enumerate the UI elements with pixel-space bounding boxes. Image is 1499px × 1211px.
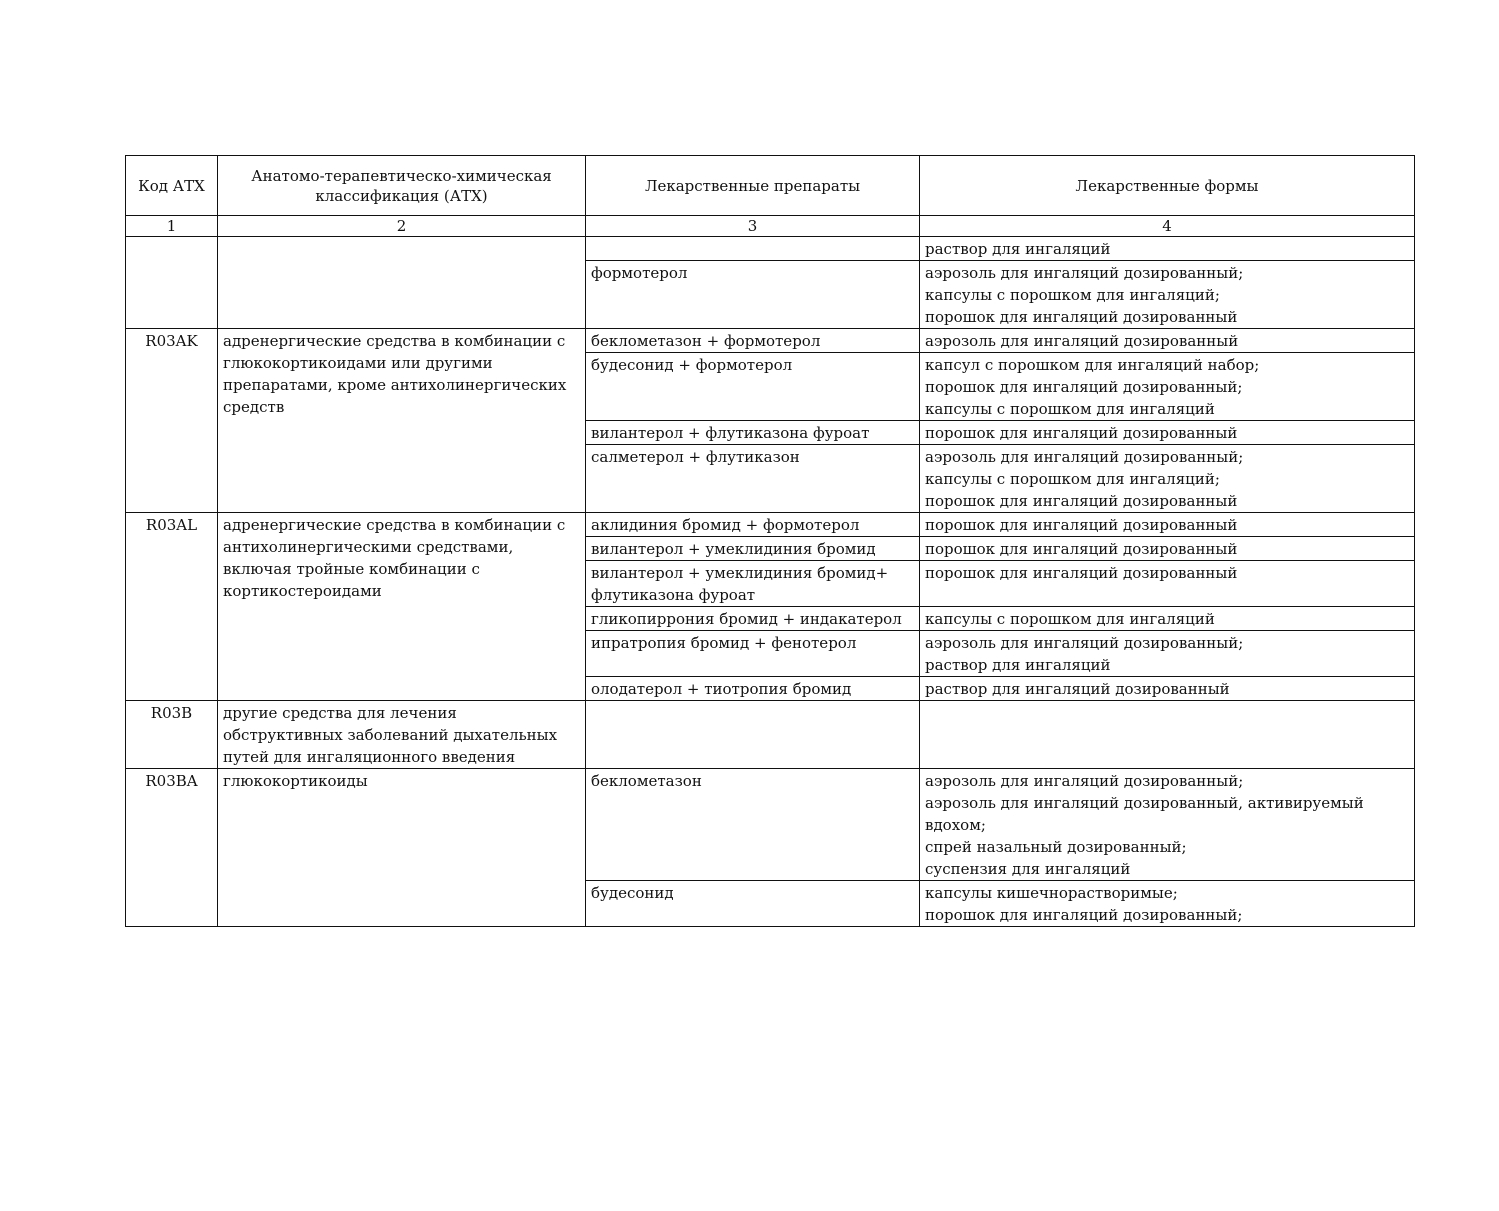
classification-cell: глюкокортикоиды xyxy=(218,769,586,927)
forms-cell xyxy=(920,353,1415,421)
form-line: порошок для ингаляций дозированный xyxy=(925,540,1238,558)
forms-cell xyxy=(920,881,1415,927)
table-body xyxy=(126,237,1415,927)
form-line: аэрозоль для ингаляций дозированный; xyxy=(925,772,1244,790)
header-code: Код АТХ xyxy=(126,156,218,216)
form-line: порошок для ингаляций дозированный xyxy=(925,424,1238,442)
forms-cell xyxy=(920,677,1415,701)
classification-cell: другие средства для лечения обструктивных заболеваний дыхательных путей для ингаляционного введения xyxy=(218,701,586,769)
table-row xyxy=(126,513,1415,537)
drug-cell: олодатерол + тиотропия бромид xyxy=(586,677,920,701)
code-cell: R03B xyxy=(126,701,218,769)
form-line: спрей назальный дозированный; xyxy=(925,838,1187,856)
drug-cell xyxy=(586,701,920,769)
forms-cell xyxy=(920,513,1415,537)
form-line: капсулы с порошком для ингаляций xyxy=(925,610,1215,628)
classification-cell xyxy=(218,237,586,329)
form-line: порошок для ингаляций дозированный; xyxy=(925,378,1243,396)
code-cell: R03AK xyxy=(126,329,218,513)
code-cell xyxy=(126,237,218,329)
drug-cell: вилантерол + умеклидиния бромид xyxy=(586,537,920,561)
form-line: раствор для ингаляций xyxy=(925,656,1111,674)
forms-cell xyxy=(920,261,1415,329)
form-line: порошок для ингаляций дозированный xyxy=(925,564,1238,582)
table-row xyxy=(126,769,1415,881)
column-number: 4 xyxy=(920,216,1415,237)
drug-cell: салметерол + флутиказон xyxy=(586,445,920,513)
forms-cell xyxy=(920,607,1415,631)
form-line: порошок для ингаляций дозированный xyxy=(925,308,1238,326)
drug-cell: беклометазон + формотерол xyxy=(586,329,920,353)
form-line: аэрозоль для ингаляций дозированный xyxy=(925,332,1239,350)
drug-cell: формотерол xyxy=(586,261,920,329)
header-drugs: Лекарственные препараты xyxy=(586,156,920,216)
form-line: аэрозоль для ингаляций дозированный; xyxy=(925,264,1244,282)
form-line: капсулы с порошком для ингаляций xyxy=(925,400,1215,418)
form-line: аэрозоль для ингаляций дозированный, активируемый вдохом; xyxy=(925,794,1364,834)
column-number: 2 xyxy=(218,216,586,237)
column-number: 3 xyxy=(586,216,920,237)
forms-cell xyxy=(920,445,1415,513)
header-forms: Лекарственные формы xyxy=(920,156,1415,216)
header-row xyxy=(126,156,1415,216)
form-line: раствор для ингаляций xyxy=(925,240,1111,258)
form-line: аэрозоль для ингаляций дозированный; xyxy=(925,448,1244,466)
forms-cell xyxy=(920,769,1415,881)
form-line: капсулы с порошком для ингаляций; xyxy=(925,286,1220,304)
forms-cell xyxy=(920,701,1415,769)
column-number-row xyxy=(126,216,1415,237)
drug-cell: вилантерол + умеклидиния бромид+ флутиказона фуроат xyxy=(586,561,920,607)
forms-cell xyxy=(920,631,1415,677)
atx-table xyxy=(125,155,1415,927)
code-cell: R03BA xyxy=(126,769,218,927)
drug-cell: вилантерол + флутиказона фуроат xyxy=(586,421,920,445)
form-line: аэрозоль для ингаляций дозированный; xyxy=(925,634,1244,652)
forms-cell xyxy=(920,561,1415,607)
forms-cell xyxy=(920,421,1415,445)
drug-cell: беклометазон xyxy=(586,769,920,881)
header-classification: Анатомо-терапевтическо-химическая классификация (АТХ) xyxy=(218,156,586,216)
form-line: капсулы кишечнорастворимые; xyxy=(925,884,1178,902)
form-line: капсул с порошком для ингаляций набор; xyxy=(925,356,1260,374)
classification-cell: адренергические средства в комбинации с глюкокортикоидами или другими препаратами, кроме антихолинергических средств xyxy=(218,329,586,513)
drug-cell: гликопиррония бромид + индакатерол xyxy=(586,607,920,631)
code-cell: R03AL xyxy=(126,513,218,701)
form-line: порошок для ингаляций дозированный; xyxy=(925,906,1243,924)
form-line: порошок для ингаляций дозированный xyxy=(925,516,1238,534)
drug-cell xyxy=(586,237,920,261)
forms-cell xyxy=(920,237,1415,261)
forms-cell xyxy=(920,537,1415,561)
form-line: порошок для ингаляций дозированный xyxy=(925,492,1238,510)
classification-cell: адренергические средства в комбинации с антихолинергическими средствами, включая тройные комбинации с кортикостероидами xyxy=(218,513,586,701)
forms-cell xyxy=(920,329,1415,353)
drug-cell: ипратропия бромид + фенотерол xyxy=(586,631,920,677)
column-number: 1 xyxy=(126,216,218,237)
table-header xyxy=(126,156,1415,237)
form-line: раствор для ингаляций дозированный xyxy=(925,680,1230,698)
form-line: суспензия для ингаляций xyxy=(925,860,1131,878)
table-row xyxy=(126,701,1415,769)
drug-cell: будесонид + формотерол xyxy=(586,353,920,421)
drug-cell: будесонид xyxy=(586,881,920,927)
table-row xyxy=(126,329,1415,353)
table-row xyxy=(126,237,1415,261)
form-line: капсулы с порошком для ингаляций; xyxy=(925,470,1220,488)
drug-cell: аклидиния бромид + формотерол xyxy=(586,513,920,537)
